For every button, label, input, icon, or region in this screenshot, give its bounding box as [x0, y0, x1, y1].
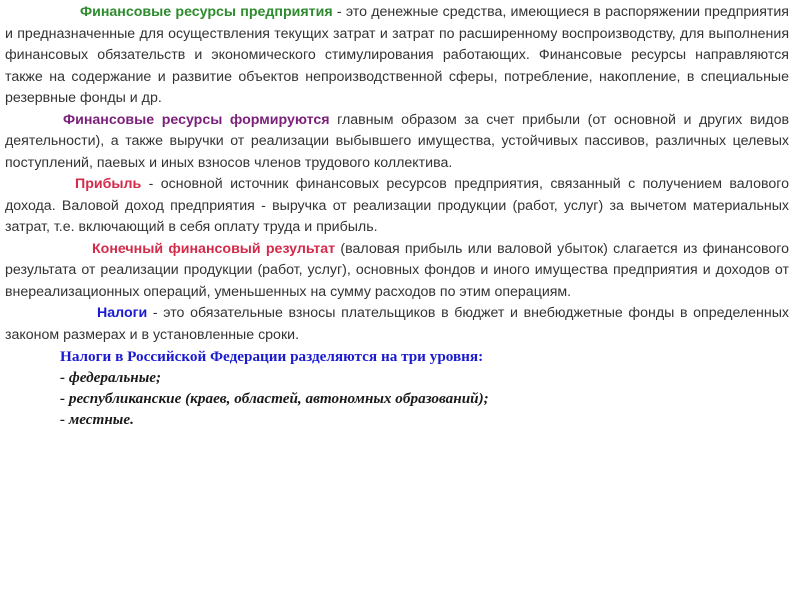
- term-taxes: Налоги: [97, 305, 148, 321]
- paragraph-text: главным образом за счет прибыли (от основной и других видов деятельности), а также выручки от реализации выбывшего имущества, устойчивых пассивов, различных целевых поступлений, паевых и иных взносов членов трудового коллектива.: [5, 111, 789, 171]
- tax-level-item: - местные.: [60, 411, 134, 428]
- paragraph-text: - основной источник финансовых ресурсов предприятия, связанный с получением валового дохода. Валовой доход предприятия - выручка от реализации продукции (работ, услуг) за вычетом материальных затрат, т.е. включающий в себя оплату труда и прибыль.: [5, 176, 789, 235]
- paragraph-financial-resources: [5, 0, 789, 110]
- term-financial-resources: Финансовые ресурсы предприятия: [80, 4, 333, 20]
- paragraph-text: (валовая прибыль или валовой убыток) слагается из финансового результата от реализации продукции (работ, услуг), основных фондов и иного имущества предприятия и доходов от внереализационных операций, уменьшенных на сумму расходов по этим операциям.: [5, 240, 789, 300]
- document-page: [5, 0, 789, 430]
- term-resources-formed: Финансовые ресурсы формируются: [63, 111, 330, 128]
- term-profit: Прибыль: [75, 176, 142, 192]
- tax-level-item: - республиканские (краев, областей, автономных образований);: [60, 390, 489, 407]
- paragraph-taxes: [5, 303, 789, 346]
- paragraph-text: - это денежные средства, имеющиеся в распоряжении предприятия и предназначенные для осуществления текущих затрат и затрат по расширенному воспроизводству, для выполнения финансовых обязательств и экономического стимулирования работающих. Финансовые ресурсы направляются также на содержание и развитие объектов непроизводственной сферы, потребление, накопление, в специальные резервные фонды и др.: [5, 4, 789, 106]
- term-final-result: Конечный финансовый результат: [92, 240, 336, 257]
- tax-levels-heading: Налоги в Российской Федерации разделяются на три уровня:: [60, 348, 484, 365]
- tax-levels-list: [5, 346, 789, 430]
- tax-level-item: - федеральные;: [60, 369, 162, 386]
- paragraph-text: - это обязательные взносы плательщиков в бюджет и внебюджетные фонды в определенных законом размерах и в установленные сроки.: [5, 305, 789, 343]
- paragraph-profit: [5, 174, 789, 239]
- paragraph-resources-formed: [5, 110, 789, 175]
- paragraph-final-result: [5, 239, 789, 304]
